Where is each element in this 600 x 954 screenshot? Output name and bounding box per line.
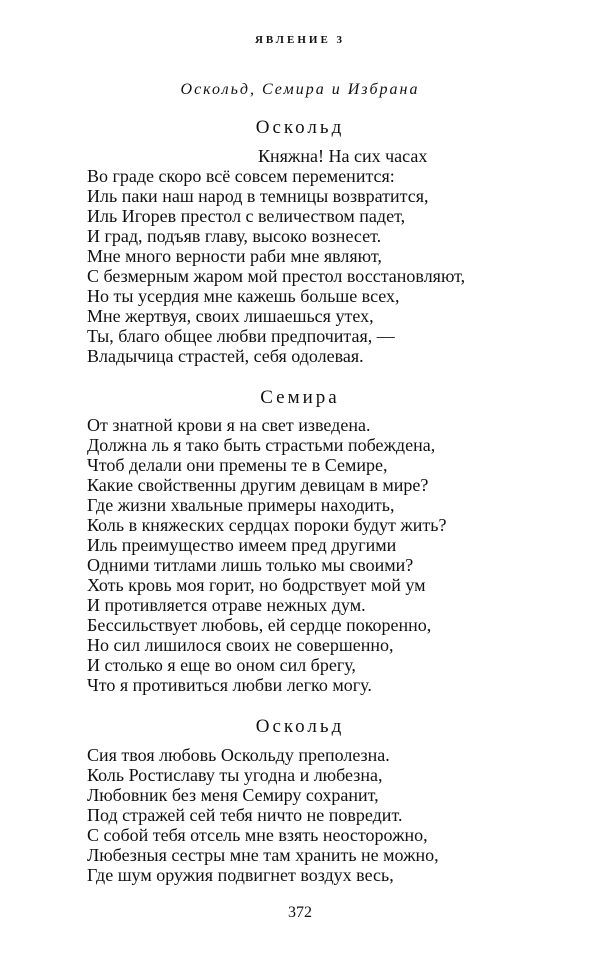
verse-line: Коль в княжеских сердцах пороки будут жить? (87, 515, 447, 535)
verse-line: Иль паки наш народ в темницы возвратится, (87, 186, 429, 206)
speaker-name: Оскольд (255, 117, 345, 138)
verse-line: Мне много верности раби мне являют, (87, 246, 382, 266)
verse-line: И противляется отраве нежных дум. (87, 595, 366, 615)
verse-line: Хоть кровь моя горит, но бодрствует мой ум (87, 575, 426, 595)
verse-line: Но ты усердия мне кажешь больше всех, (87, 286, 400, 306)
verse-line: Бессильствует любовь, ей сердце покоренно, (87, 615, 432, 635)
verse-line: Чтоб делали они премены те в Семире, (87, 455, 388, 475)
verse-line: Сия твоя любовь Оскольду преполезна. (87, 745, 390, 765)
verse-line: Княжна! На сих часах (258, 146, 428, 166)
verse-line: Иль Игорев престол с величеством падет, (87, 206, 406, 226)
verse-line: Коль Ростиславу ты угодна и любезна, (87, 765, 383, 785)
scene-characters: Оскольд, Семира и Избрана (180, 81, 420, 98)
verse-line: Во граде скоро всё совсем переменится: (87, 166, 395, 186)
verse-line: Должна ль я тако быть страстьми побеждена, (87, 435, 436, 455)
verse-block (87, 146, 587, 366)
verse-line: От знатной крови я на свет изведена. (87, 415, 371, 435)
page-number: 372 (288, 904, 312, 921)
verse-line: Владычица страстей, себя одолевая. (87, 346, 364, 366)
verse-line: С безмерным жаром мой престол восстановляют, (87, 266, 466, 286)
verse-line: С собой тебя отсель мне взять неосторожно, (87, 825, 428, 845)
verse-block (87, 745, 587, 885)
verse-block (87, 415, 587, 695)
verse-line: Ты, благо общее любви предпочитая, — (87, 326, 395, 346)
speaker-name: Оскольд (255, 716, 345, 737)
verse-line: И столько я еще во оном сил брегу, (87, 655, 356, 675)
verse-line: Какие свойственны другим девицам в мире? (87, 475, 429, 495)
verse-line: Любовник без меня Семиру сохранит, (87, 785, 379, 805)
verse-line: Мне жертвуя, своих лишаешься утех, (87, 306, 374, 326)
speaker-name: Семира (260, 387, 340, 408)
scene-heading: ЯВЛЕНИЕ 3 (254, 34, 346, 46)
verse-line: Одними титлами лишь только мы своими? (87, 555, 414, 575)
verse-line: Где жизни хвальные примеры находить, (87, 495, 395, 515)
verse-line: Что я противиться любви легко могу. (87, 675, 372, 695)
verse-line: Где шум оружия подвигнет воздух весь, (87, 865, 394, 885)
verse-line: Иль преимущество имеем пред другими (87, 535, 397, 555)
verse-line: Под стражей сей тебя ничто не повредит. (87, 805, 403, 825)
verse-line: И град, подъяв главу, высоко вознесет. (87, 226, 382, 246)
verse-line: Но сил лишилося своих не совершенно, (87, 635, 394, 655)
verse-line: Любезныя сестры мне там хранить не можно, (87, 845, 439, 865)
